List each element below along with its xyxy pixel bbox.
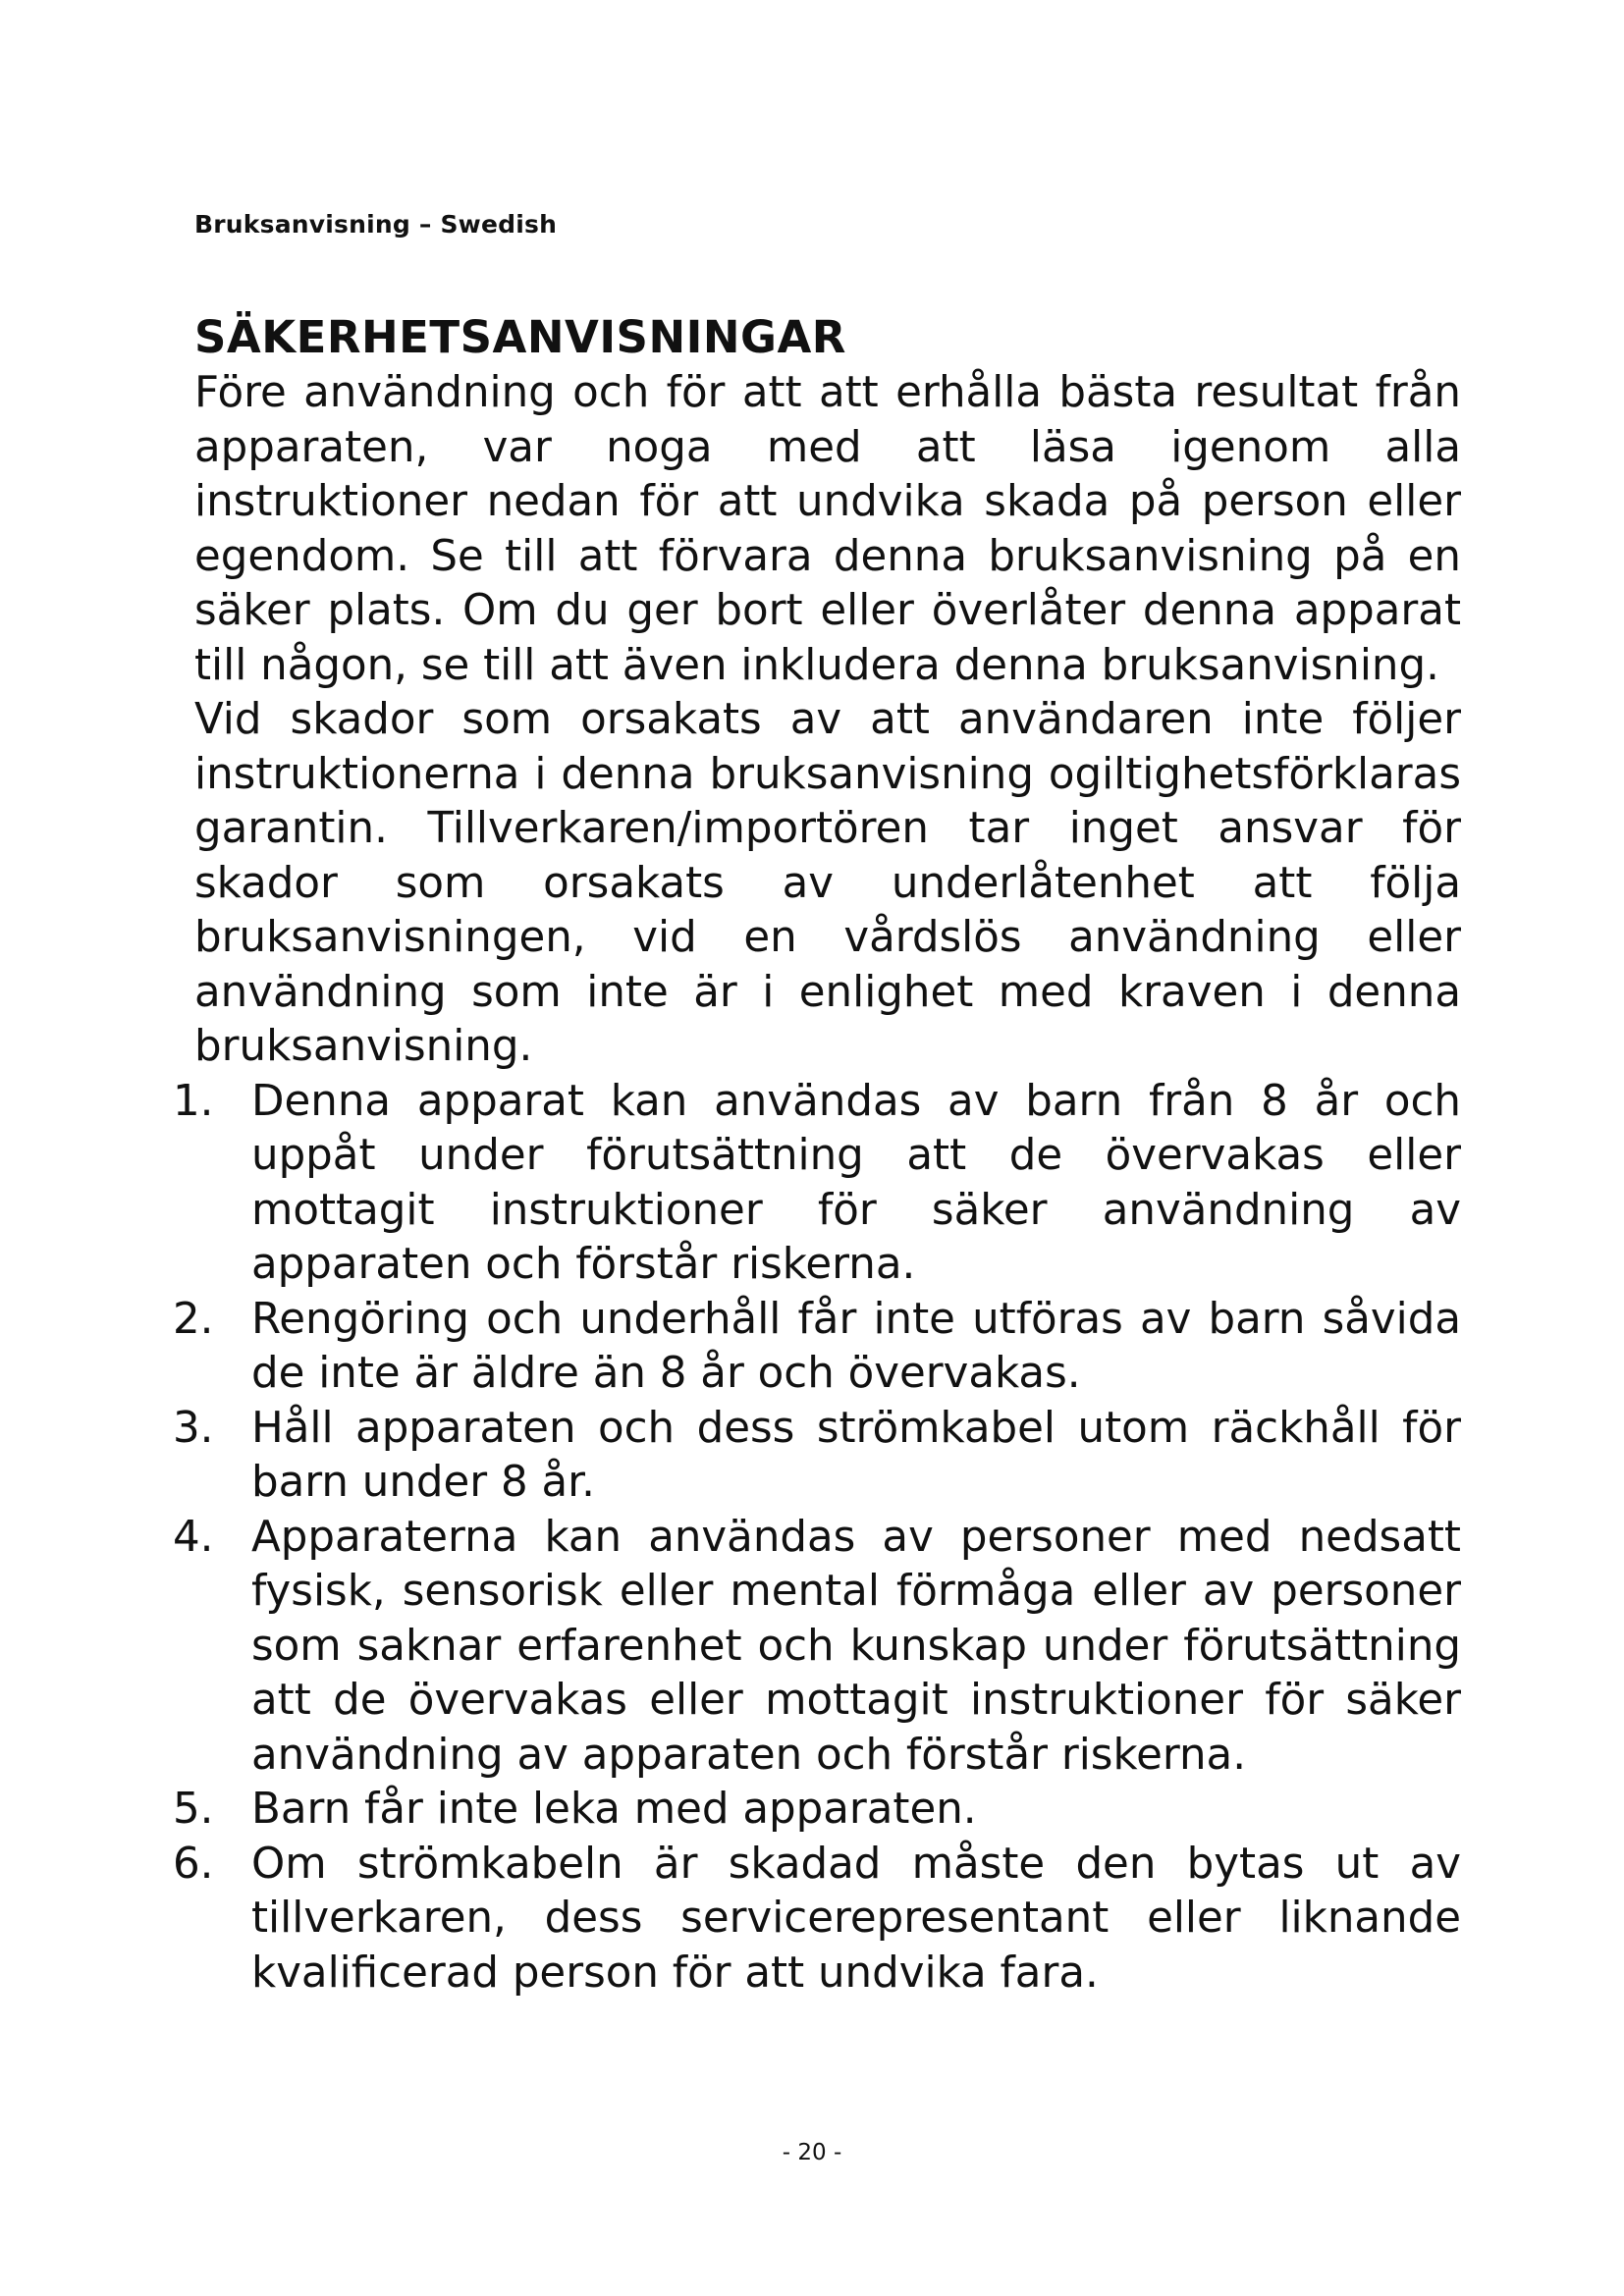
list-item-number: 5.: [173, 1785, 214, 1834]
list-item: [173, 1075, 1461, 1293]
list-item: [173, 1783, 1461, 1838]
list-item-text: Apparaterna kan användas av personer med nedsatt fysisk, sensorisk eller mental förmåga eller av personer som saknar erfarenhet och kunskap under förutsättning att de övervakas eller mottagit instruktioner för säker användning av apparaten och förstår riskerna.: [251, 1512, 1461, 1780]
list-item-text: Håll apparaten och dess strömkabel utom räckhåll för barn under 8 år.: [251, 1403, 1461, 1507]
warranty-paragraph: Vid skador som orsakats av att användaren inte följer instruktionerna i denna bruksanvisning ogiltighetsförklaras garantin. Tillverkaren/importören tar inget ansvar för skador som orsakats av underlåtenhet att följa bruksanvisningen, vid en vårdslös användning eller användning som inte är i enlighet med kraven i denna bruksanvisning.: [194, 695, 1461, 1071]
list-item-number: 2.: [173, 1294, 214, 1344]
list-item-text: Rengöring och underhåll får inte utföras av barn såvida de inte är äldre än 8 år och övervakas.: [251, 1294, 1461, 1398]
page-number: - 20 -: [782, 2140, 842, 2165]
list-item-text: Barn får inte leka med apparaten.: [251, 1785, 977, 1834]
section-title: SÄKERHETSANVISNINGAR: [194, 311, 846, 363]
list-item-text: Denna apparat kan användas av barn från 8 år och uppåt under förutsättning att de övervakas eller mottagit instruktioner för säker användning av apparaten och förstår riskerna.: [251, 1076, 1461, 1289]
intro-paragraph: Före användning och för att att erhålla bästa resultat från apparaten, var noga med att läsa igenom alla instruktioner nedan för att undvika skada på person eller egendom. Se till att förvara denna bruksanvisning på en säker plats. Om du ger bort eller överlåter denna apparat till någon, se till att även inkludera denna bruksanvisning.: [194, 368, 1461, 690]
document-header-label: Bruksanvisning – Swedish: [194, 210, 558, 239]
list-item-number: 1.: [173, 1076, 214, 1126]
safety-list: [173, 1075, 1461, 2002]
list-item: [173, 1838, 1461, 2002]
list-item-text: Om strömkabeln är skadad måste den bytas ut av tillverkaren, dess servicerepresentant eller liknande kvalificerad person för att undvika fara.: [251, 1839, 1461, 1998]
list-item-number: 6.: [173, 1839, 214, 1889]
safety-instructions-section: [173, 309, 1461, 2001]
list-item: [173, 1293, 1461, 1402]
list-item-number: 3.: [173, 1403, 214, 1453]
list-item: [173, 1511, 1461, 1784]
list-item: [173, 1402, 1461, 1511]
list-item-number: 4.: [173, 1512, 214, 1562]
